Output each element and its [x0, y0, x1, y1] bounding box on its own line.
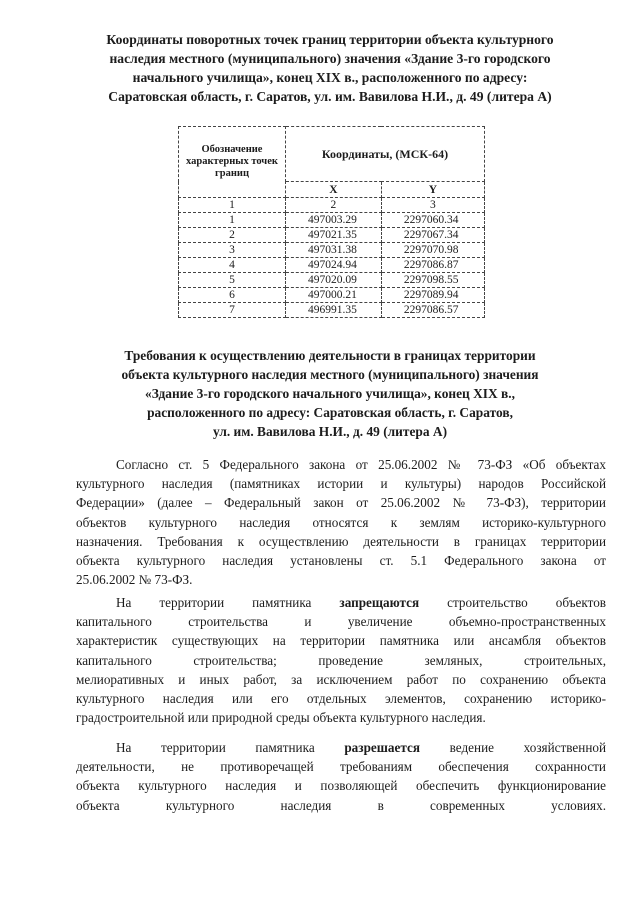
- paragraph-line: Федерации» (далее – Федеральный закон от 25.06.2002 № 73-ФЗ), территории: [76, 495, 606, 511]
- title-line: начального училища», конец XIX в., расположенного по адресу:: [132, 70, 528, 85]
- x-cell: 496991.35: [286, 303, 382, 318]
- title-line: наследия местного (муниципального) значения «Здание 3-го городского: [109, 51, 551, 66]
- table-index-row: [179, 198, 485, 213]
- paragraph-line: 25.06.2002 № 73-ФЗ.: [76, 572, 193, 588]
- table-row: [179, 213, 485, 228]
- paragraph-line: объекта культурного наследия и позволяющей обеспечить функционирование: [76, 778, 606, 794]
- paragraph-first-line: [76, 738, 606, 757]
- header-point: Обозначение характерных точек границ: [179, 127, 286, 198]
- paragraph-line: мелиоративных и иных работ, за исключением работ по сохранению объекта: [76, 671, 606, 687]
- paragraph-prohibited: [76, 593, 606, 727]
- requirements-title-line: Требования к осуществлению деятельности в границах территории: [124, 348, 536, 363]
- paragraph-line: градостроительной или природной среды объекта культурного наследия.: [76, 710, 486, 726]
- x-cell: 497021.35: [286, 228, 382, 243]
- y-cell: 2297067.34: [381, 228, 484, 243]
- paragraph-line: культурного наследия или его отдельных элементов, сохранению историко-: [76, 691, 606, 707]
- paragraph-line: объектов культурного наследия относятся к землям историко-культурного: [76, 514, 606, 530]
- keyword-permitted: разрешается: [344, 740, 420, 755]
- title-line: Саратовская область, г. Саратов, ул. им. Вавилова Н.И., д. 49 (литера А): [108, 89, 552, 104]
- index-cell: 2: [286, 198, 382, 213]
- paragraph-lead-rest: ведение хозяйственной: [449, 740, 607, 755]
- table-row: [179, 288, 485, 303]
- paragraph-first-line: [76, 593, 606, 612]
- coordinates-table: [178, 126, 485, 318]
- paragraph-line: характеристик существующих на территории памятника или ансамбля объектов: [76, 633, 606, 649]
- paragraph-line: деятельности, не противоречащей требованиям обеспечения сохранности: [76, 759, 606, 775]
- paragraph-line: объекта культурного наследия установлены ст. 5.1 Федерального закона от: [76, 553, 606, 569]
- index-cell: 3: [381, 198, 484, 213]
- paragraph-line: культурного наследия (памятниках истории и культуры) народов Российской: [76, 476, 606, 492]
- table-header-row: [179, 127, 485, 182]
- header-x: X: [286, 182, 382, 198]
- coordinates-title: [60, 30, 600, 106]
- point-cell: 7: [179, 303, 286, 318]
- y-cell: 2297086.87: [381, 258, 484, 273]
- requirements-title-line: расположенного по адресу: Саратовская область, г. Саратов,: [147, 405, 513, 420]
- paragraph-line: Согласно ст. 5 Федерального закона от 25.06.2002 № 73-ФЗ «Об объектах: [116, 457, 606, 472]
- y-cell: 2297086.57: [381, 303, 484, 318]
- paragraph-line: назначения. Требования к осуществлению деятельности в границах территории: [76, 533, 606, 549]
- requirements-title: [60, 346, 600, 441]
- point-cell: 1: [179, 213, 286, 228]
- paragraph-line: капитального строительства; проведение земляных, строительных,: [76, 652, 606, 668]
- point-cell: 5: [179, 273, 286, 288]
- y-cell: 2297089.94: [381, 288, 484, 303]
- index-cell: 1: [179, 198, 286, 213]
- paragraph-permitted: [76, 738, 606, 815]
- table-row: [179, 273, 485, 288]
- requirements-title-line: «Здание 3-го городского начального училища», конец XIX в.,: [145, 386, 515, 401]
- x-cell: 497020.09: [286, 273, 382, 288]
- paragraph-legal-basis: [76, 455, 606, 589]
- paragraph-lead: На территории памятника: [116, 595, 312, 610]
- paragraph-lead: На территории памятника: [116, 740, 315, 755]
- header-y: Y: [381, 182, 484, 198]
- point-cell: 4: [179, 258, 286, 273]
- header-coordinates: Координаты, (МСК-64): [286, 127, 485, 182]
- x-cell: 497003.29: [286, 213, 382, 228]
- x-cell: 497000.21: [286, 288, 382, 303]
- paragraph-line: объекта культурного наследия в современных условиях.: [76, 797, 606, 813]
- y-cell: 2297060.34: [381, 213, 484, 228]
- x-cell: 497024.94: [286, 258, 382, 273]
- point-cell: 2: [179, 228, 286, 243]
- requirements-title-line: ул. им. Вавилова Н.И., д. 49 (литера А): [212, 424, 448, 439]
- title-line: Координаты поворотных точек границ территории объекта культурного: [106, 32, 554, 47]
- x-cell: 497031.38: [286, 243, 382, 258]
- point-cell: 6: [179, 288, 286, 303]
- table-row: [179, 243, 485, 258]
- paragraph-line: капитального строительства и увеличение объемно-пространственных: [76, 614, 606, 630]
- keyword-prohibited: запрещаются: [339, 595, 420, 610]
- requirements-title-line: объекта культурного наследия местного (муниципального) значения: [121, 367, 539, 382]
- y-cell: 2297070.98: [381, 243, 484, 258]
- table-row: [179, 228, 485, 243]
- table-row: [179, 303, 485, 318]
- point-cell: 3: [179, 243, 286, 258]
- table-row: [179, 258, 485, 273]
- paragraph-lead-rest: строительство объектов: [447, 595, 607, 610]
- y-cell: 2297098.55: [381, 273, 484, 288]
